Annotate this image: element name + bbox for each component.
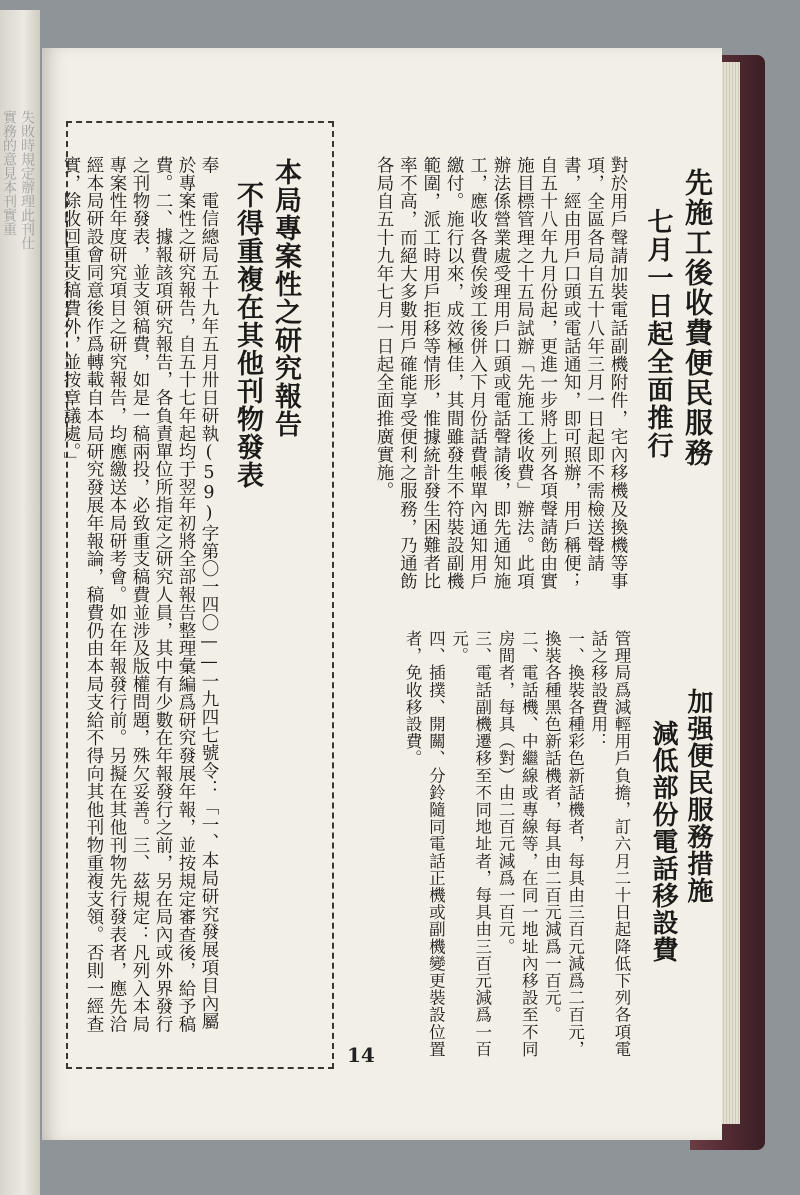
article2-body: 管理局爲減輕用戶負擔，訂六月二十日起降低下列各項電話之移設費用： 一、換裝各種彩色新話機者，每具由三百元減爲二百元，換裝各種黑色新話機者，每具由二百元減爲一百元。 二、電話機、中繼線或專線等，在同一地址內移設至不同房間者，每具（對）由二百元減爲一百元。 三、電話副機遷移至不同地址者，每具由三百元減爲一百元。 四、插撲、開關、分鈴隨同電話正機或副機變更裝設位置者，免收移設費。 (403, 630, 631, 1058)
article3-body: 奉 電信總局五十九年五月卅日研執(59)字第〇一四〇——一九四七號令：「一、本局研究發展項目內屬於專案性之研究報告，自五十七年起均于翌年初將全部報告整理彙編爲研究發展年報，並按規定審查後，給予稿費。二、據報該項研究報告，各負責單位所指定之研究人員，其中有少數在年報發行之前，另在局內或外界發行之刊物發表，並支領稿費，如是一稿兩投，必致重支稿費並涉及版權問題，殊欠妥善。三、茲規定：凡列入本局專案性年度研究項目之研究報告，均應繳送本局研考會。如在年報發行前。另擬在其他刊物先行發表者，應先洽經本局研設會同意後作爲轉載自本局研究發展年報論，稿費仍由本局支給不得向其他刊物重複支領。否則一經查實，除收回重支稿費外，並按章議處。」 (61, 156, 219, 1034)
article2-title-line1: 加强便民服務措施 (683, 688, 713, 904)
document-page (42, 48, 722, 1140)
article1-title-line1: 先施工後收費便民服務 (681, 168, 714, 468)
article2-title-line2: 減低部份電話移設費 (648, 720, 678, 963)
page-number: 14 (347, 1043, 375, 1067)
article3-title-line2: 不得重複在其他刊物發表 (232, 181, 263, 489)
left-page-ghost-text: 失敗時規定辦理此刊仕 實務的意見本刊實重 (1, 110, 35, 250)
article1-title-line2: 七月一日起全面推行 (643, 208, 673, 460)
article1-body: 對於用戶聲請加裝電話副機附件，宅內移機及換機等事項，全區各局自五十八年三月一日起即不需檢送聲請書，經由用戶口頭或電話通知，即可照辦，用戶稱便；自五十八年九月份起，更進一步將上列各項聲請飭由實施目標管理之十五局試辦「先施工後收費」辦法。此項辦法係營業處受理用戶口頭或電話聲請後，即先通知施工，應收各費俟竣工後併入下月份話費帳單內通知用戶繳付。施行以來，成效極佳，其間雖發生不符裝設副機範圍，派工時用戶拒移等情形，惟據統計發生困難者比率不高，而絕大多數用戶確能享受便利之服務，乃通飭各局自五十九年七月一日起全面推廣實施。 (373, 156, 628, 591)
left-page-edge (0, 10, 40, 1195)
article3-title-line1: 本局專案性之研究報告 (270, 158, 301, 438)
